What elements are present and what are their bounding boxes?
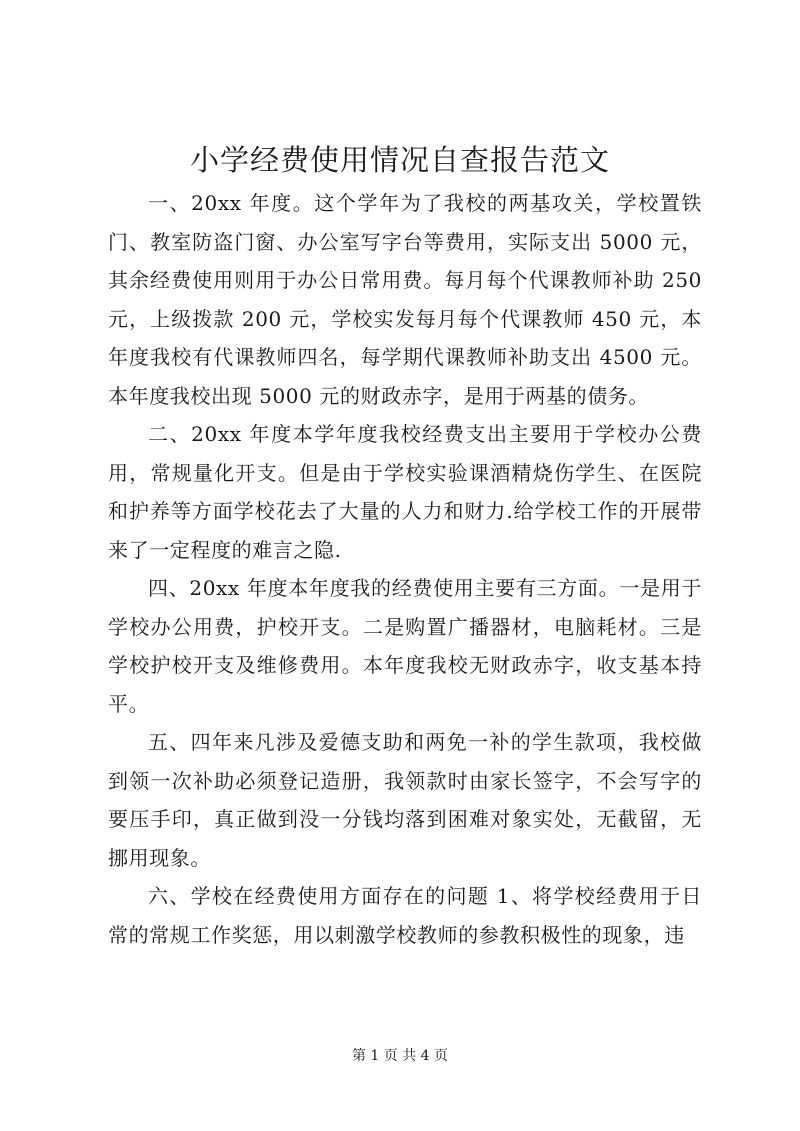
paragraph-4: 五、四年来凡涉及爱德支助和两免一补的学生款项，我校做到领一次补助必须登记造册，我领款时由家长签字，不会写字的要压手印，真正做到没一分钱均落到困难对象实处，无截留，无挪用现象。: [108, 730, 702, 870]
document-title: 小学经费使用情况自查报告范文: [189, 143, 610, 177]
document-body: [108, 184, 702, 954]
paragraph-2: 二、20xx 年度本学年度我校经费支出主要用于学校办公费用，常规量化开支。但是由于学校实验课酒精烧伤学生、在医院和护养等方面学校花去了大量的人力和财力.给学校工作的开展带来了一定程度的难言之隐.: [108, 422, 702, 562]
page-footer: 第 1 页 共 4 页: [351, 1048, 449, 1064]
paragraph-1: 一、20xx 年度。这个学年为了我校的两基攻关，学校置铁门、教室防盗门窗、办公室写字台等费用，实际支出 5000 元，其余经费使用则用于办公日常用费。每月每个代课教师补助 250 元，上级拨款 200 元，学校实发每月每个代课教师 450 元，本年度我校有代课教师四名，每学期代课教师补助支出 4500 元。本年度我校出现 5000 元的财政赤字，是用于两基的债务。: [108, 191, 702, 408]
paragraph-3: 四、20xx 年度本年度我的经费使用主要有三方面。一是用于学校办公用费，护校开支。二是购置广播器材，电脑耗材。三是学校护校开支及维修费用。本年度我校无财政赤字，收支基本持平。: [108, 576, 702, 716]
paragraph-5: 六、学校在经费使用方面存在的问题 1、将学校经费用于日常的常规工作奖惩，用以刺激学校教师的参教积极性的现象，违: [108, 884, 702, 947]
